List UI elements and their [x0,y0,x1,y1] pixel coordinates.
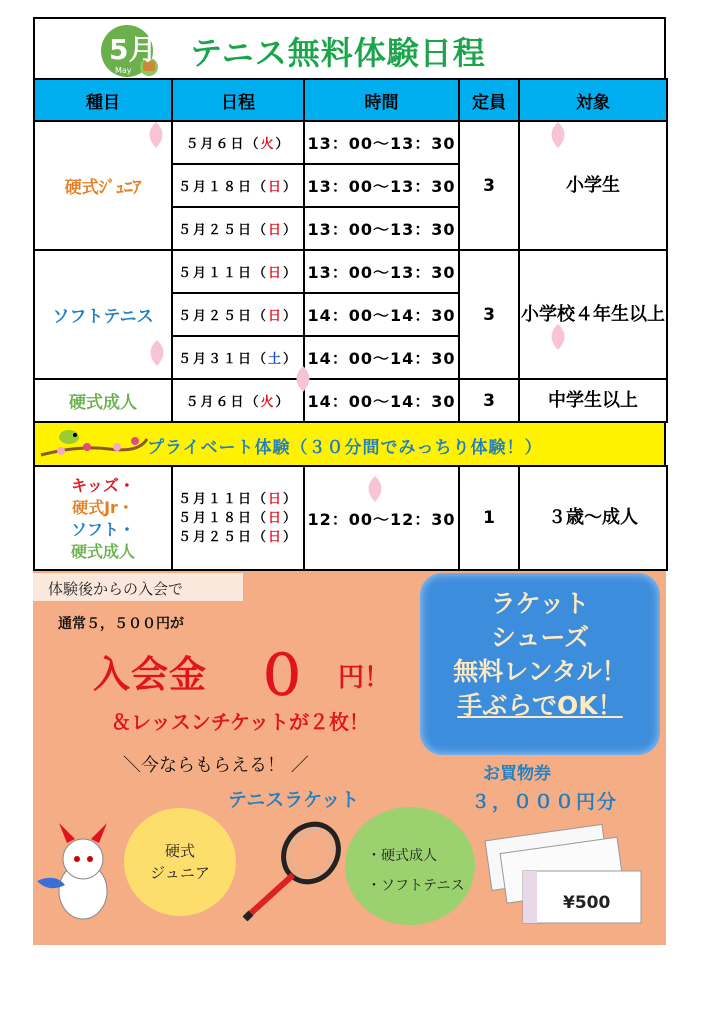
time-cell: 14：00～14：30 [304,336,459,379]
kind-junior: 硬式Jr・ [72,498,134,517]
lesson-tickets-text: ＆レッスンチケットが２枚！ [111,710,369,734]
date-cell: ５月２５日（日） [172,207,304,250]
schedule-sheet [33,17,666,571]
time-cell: 13：00～13：30 [304,164,459,207]
rental-line-racket: ラケット [490,589,590,618]
petal-icon [143,120,169,150]
capacity-cell: 3 [459,121,519,250]
entry-fee-unit: 円！ [338,663,391,693]
date-cell: ５月２５日（日） [172,293,304,336]
rental-line-shoes: シューズ [490,623,590,652]
private-target: ３歳～成人 [519,466,667,570]
col-header-kind: 種目 [34,79,172,121]
date-cell: ５月６日（火） [172,379,304,422]
kind-adult: 硬式成人 [70,542,135,561]
mascot-icon [35,821,125,931]
table-row [34,379,667,422]
title-bar [33,17,666,78]
racket-gift-title: テニスラケット [228,789,360,811]
target-cell: 小学生 [519,121,667,250]
col-header-target: 対象 [519,79,667,121]
junior-circle: 硬式 ジュニア [124,808,236,916]
private-trial-banner [33,423,666,465]
petal-icon [290,364,316,394]
col-header-time: 時間 [304,79,459,121]
entry-fee-label: 入会金 [93,653,207,696]
month-number: 5月 [109,33,157,66]
page-title: テニス無料体験日程 [190,34,486,72]
gift-voucher-icon [483,823,643,938]
petal-icon [362,474,388,504]
private-table [33,465,668,571]
tennis-racket-icon [243,821,343,921]
capacity-cell: 3 [459,250,519,379]
private-time: 12：00～12：30 [304,466,459,570]
after-trial-label: 体験後からの入会で [33,573,243,601]
month-badge-icon [97,23,167,79]
kind-kids: キッズ・ [71,476,135,495]
capacity-cell: 3 [459,379,519,422]
petal-icon [545,120,571,150]
target-cell: 中学生以上 [519,379,667,422]
schedule-table [33,78,668,423]
private-trial-text: プライベート体験（３０分間でみっちり体験！） [147,438,543,458]
rental-box [420,573,660,755]
date-cell: ５月３１日（土） [172,336,304,379]
time-cell: 13：00～13：30 [304,207,459,250]
date-cell: ５月１１日（日） [172,250,304,293]
time-cell: 13：00～13：30 [304,250,459,293]
private-kinds [34,466,172,570]
promo-panel [33,571,666,945]
table-row [34,466,667,570]
time-cell: 14：00～14：30 [304,293,459,336]
col-header-capacity: 定員 [459,79,519,121]
target-cell: 小学校４年生以上 [519,250,667,379]
table-row [34,121,667,164]
date-cell: ５月１８日（日） [172,164,304,207]
now-free-text: ＼今ならもらえる！ ／ [123,755,309,776]
petal-icon [144,338,170,368]
kind-soft: ソフト・ [70,520,135,539]
petal-icon [545,322,571,352]
plum-branch-icon [39,425,149,463]
month-sub: May [115,66,132,75]
date-cell: ５月６日（火） [172,121,304,164]
time-cell: 14：00～14：30 [304,379,459,422]
rental-line-free: 無料レンタル！ [453,657,627,686]
private-capacity: 1 [459,466,519,570]
col-header-date: 日程 [172,79,304,121]
entry-fee-value: ０ [255,644,309,707]
kind-soft-tennis: ソフトテニス [34,250,172,379]
time-cell: 13：00～13：30 [304,121,459,164]
normal-price-text: 通常５，５００円が [58,616,184,632]
adult-circle: ・硬式成人 ・ソフトテニス [345,807,475,925]
gift-voucher-title: お買物券 [483,764,551,784]
private-dates: ５月１１日（日） ５月１８日（日） ５月２５日（日） [172,466,304,570]
kind-junior: 硬式ｼﾞｭﾆｱ [34,121,172,250]
rental-line-handsfree: 手ぶらでOK！ [457,691,623,720]
table-header-row [34,79,667,121]
table-row [34,250,667,293]
gift-voucher-amount: ３，０００円分 [471,791,619,813]
kind-adult: 硬式成人 [34,379,172,422]
svg-text:¥500: ¥500 [563,893,611,913]
